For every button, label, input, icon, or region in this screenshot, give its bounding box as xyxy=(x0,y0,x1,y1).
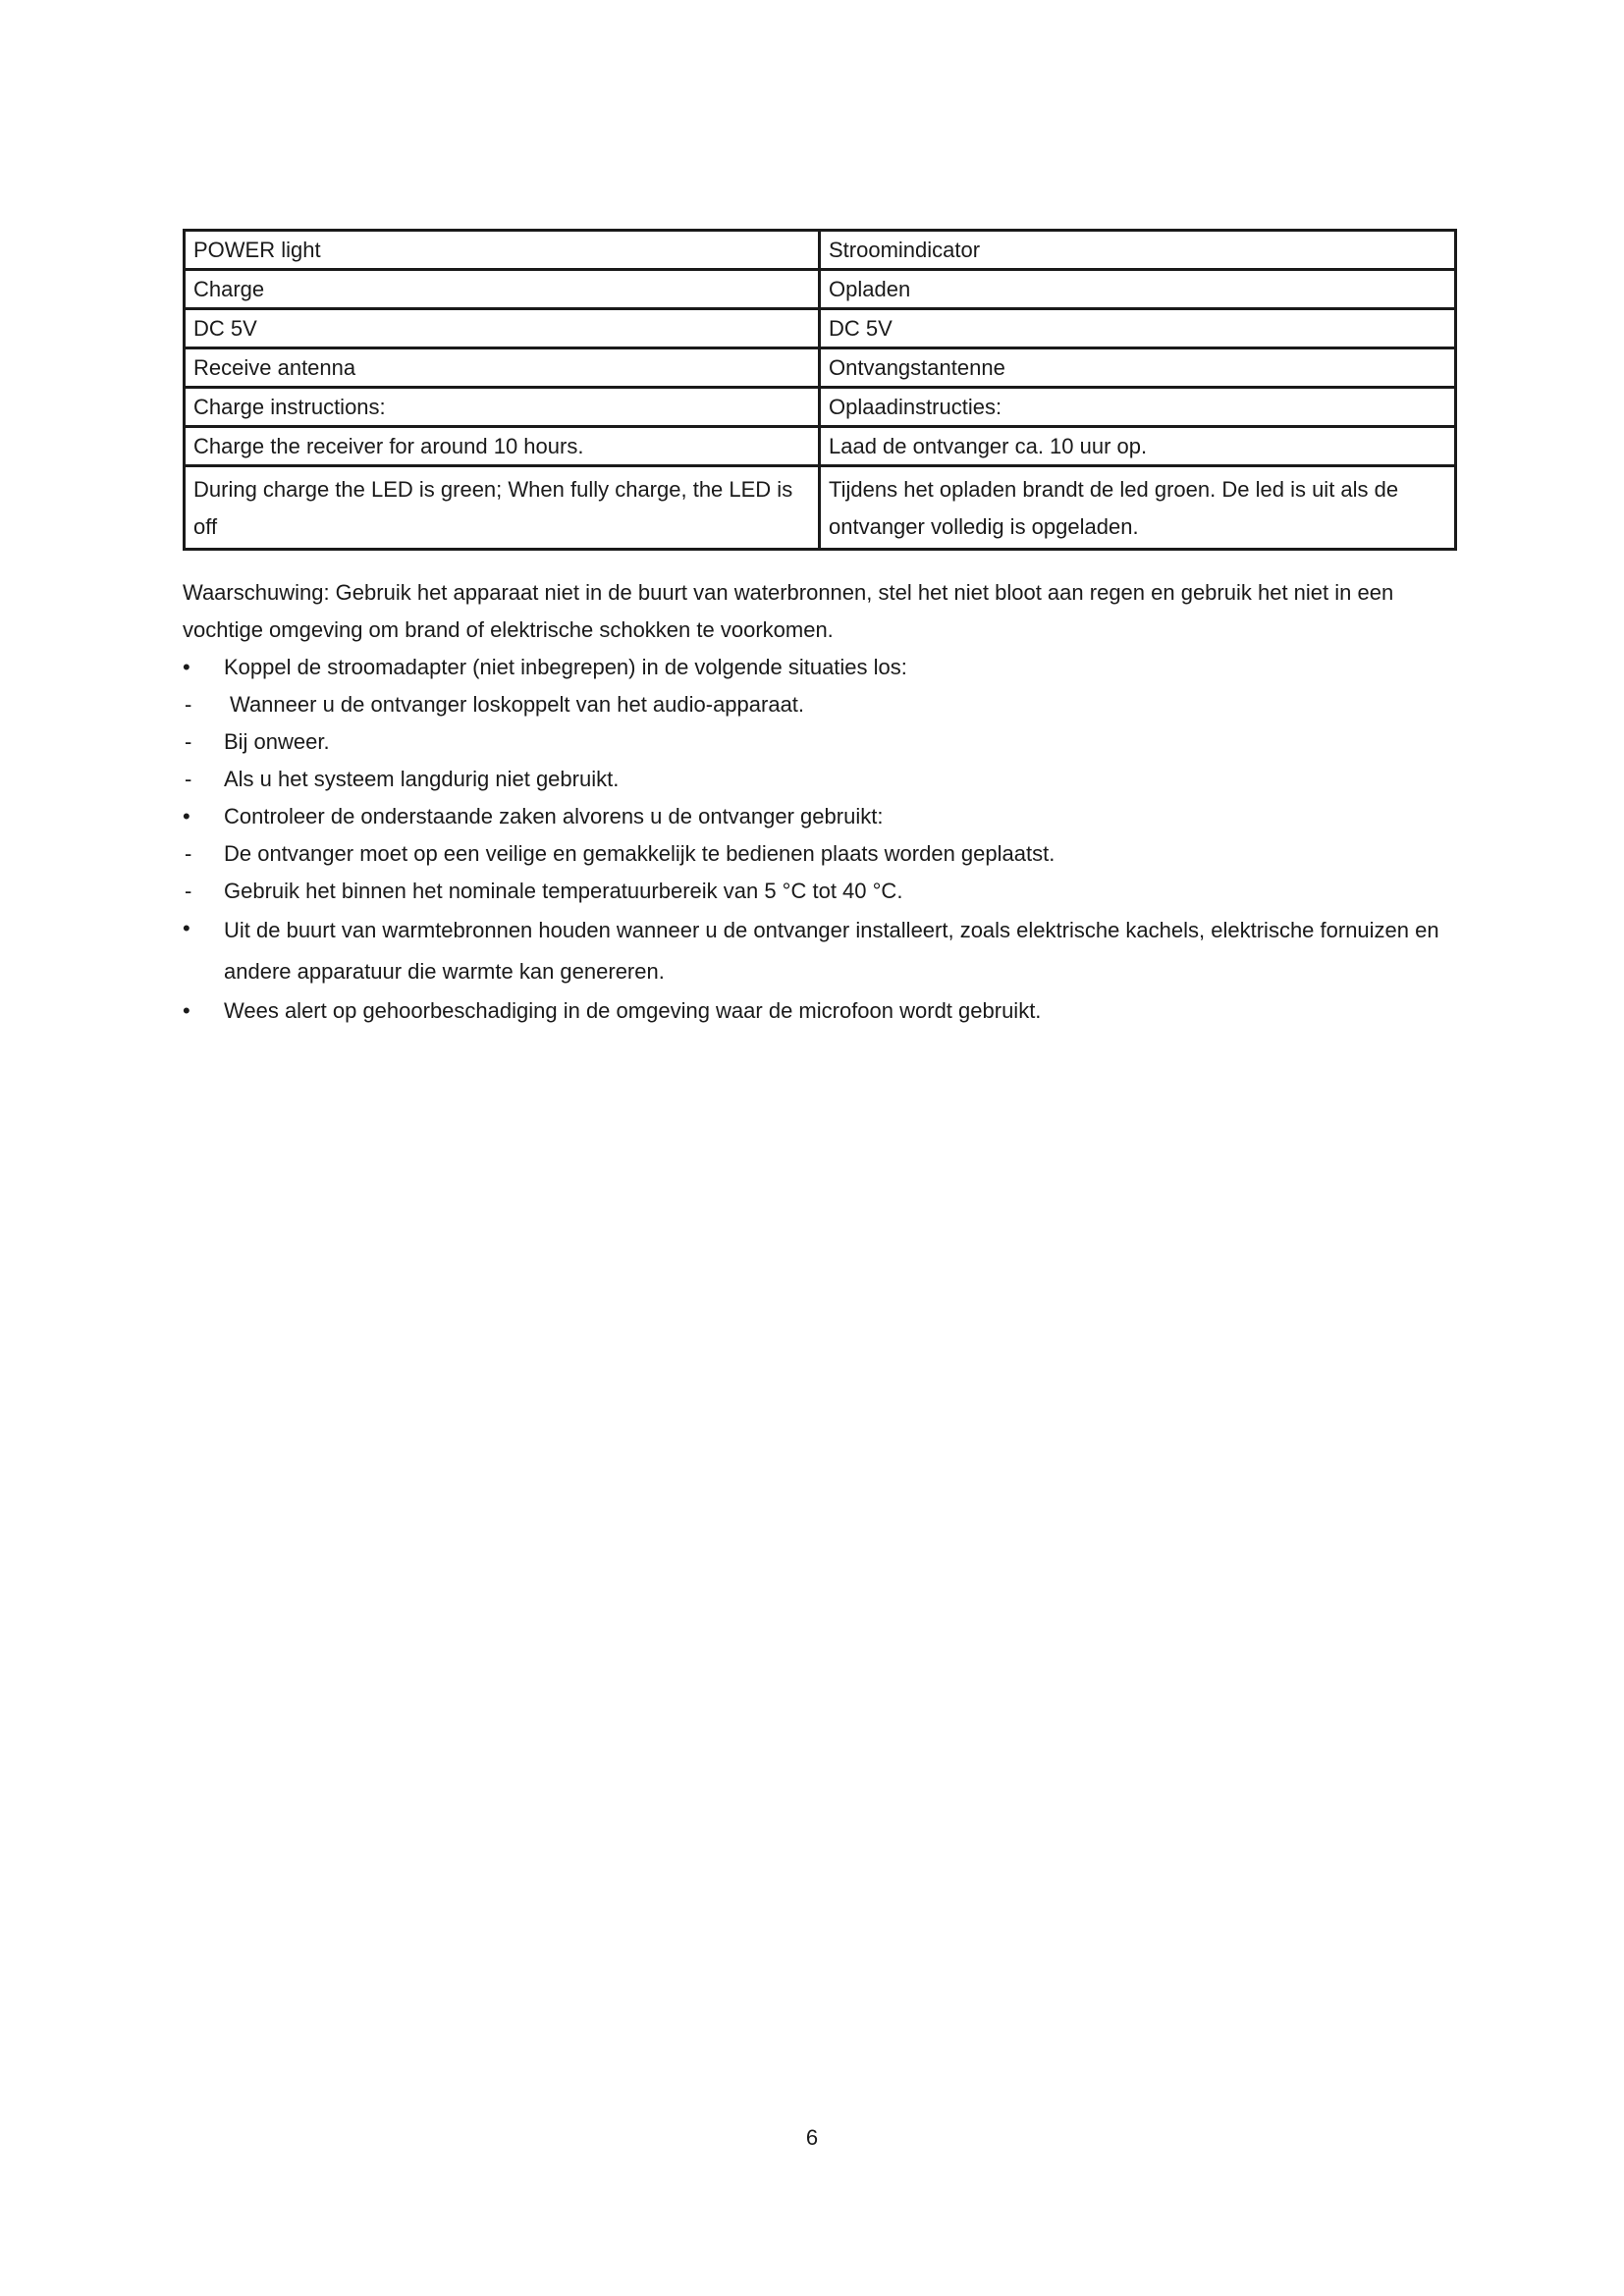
dash-marker: - xyxy=(185,767,192,791)
list-item xyxy=(183,992,1459,1030)
table-cell-nl: Laad de ontvanger ca. 10 uur op. xyxy=(820,427,1456,466)
list-item xyxy=(183,761,1459,798)
list-item-text: Bij onweer. xyxy=(224,729,330,754)
table-cell-en: DC 5V xyxy=(185,309,820,348)
list-item-text: Koppel de stroomadapter (niet inbegrepen) in de volgende situaties los: xyxy=(224,655,907,679)
table-cell-en: Charge xyxy=(185,270,820,309)
list-item-text: Uit de buurt van warmtebronnen houden wanneer u de ontvanger installeert, zoals elektrische kachels, elektrische fornuizen en andere apparatuur die warmte kan genereren. xyxy=(224,918,1439,984)
table-cell-nl: Tijdens het opladen brandt de led groen. De led is uit als de ontvanger volledig is opgeladen. xyxy=(820,466,1456,550)
table-row xyxy=(185,466,1456,550)
list-item xyxy=(183,873,1459,910)
table-cell-en: Receive antenna xyxy=(185,348,820,388)
table-row xyxy=(185,309,1456,348)
list-item xyxy=(183,649,1459,686)
table-row xyxy=(185,231,1456,270)
table-row xyxy=(185,348,1456,388)
bullet-marker: • xyxy=(183,916,190,940)
page-number: 6 xyxy=(805,2125,819,2150)
dash-marker: - xyxy=(185,841,192,866)
list-item xyxy=(183,798,1459,835)
list-item-text: Gebruik het binnen het nominale temperatuurbereik van 5 °C tot 40 °C. xyxy=(224,879,903,903)
bullet-marker: • xyxy=(183,998,190,1023)
bullet-marker: • xyxy=(183,655,190,679)
table-row xyxy=(185,427,1456,466)
table-cell-nl: Ontvangstantenne xyxy=(820,348,1456,388)
safety-section xyxy=(183,574,1459,1030)
table-cell-en: Charge instructions: xyxy=(185,388,820,427)
list-item xyxy=(183,835,1459,873)
translation-table xyxy=(183,229,1457,551)
dash-marker: - xyxy=(185,879,192,903)
table-cell-nl: Stroomindicator xyxy=(820,231,1456,270)
list-item-text: Wanneer u de ontvanger loskoppelt van het audio-apparaat. xyxy=(230,692,805,717)
table-row xyxy=(185,270,1456,309)
dash-marker: - xyxy=(185,729,192,754)
table-cell-en: POWER light xyxy=(185,231,820,270)
list-item-text: De ontvanger moet op een veilige en gemakkelijk te bedienen plaats worden geplaatst. xyxy=(224,841,1056,866)
list-item xyxy=(183,910,1459,992)
list-item xyxy=(183,686,1459,723)
table-cell-nl: Opladen xyxy=(820,270,1456,309)
table-cell-en: Charge the receiver for around 10 hours. xyxy=(185,427,820,466)
warning-paragraph: Waarschuwing: Gebruik het apparaat niet in de buurt van waterbronnen, stel het niet bloot aan regen en gebruik het niet in een vochtige omgeving om brand of elektrische schokken te voorkomen. xyxy=(183,580,1394,642)
table-row xyxy=(185,388,1456,427)
table-cell-nl: DC 5V xyxy=(820,309,1456,348)
list-item-text: Wees alert op gehoorbeschadiging in de omgeving waar de microfoon wordt gebruikt. xyxy=(224,998,1042,1023)
table-cell-en: During charge the LED is green; When fully charge, the LED is off xyxy=(185,466,820,550)
bullet-marker: • xyxy=(183,804,190,828)
dash-marker: - xyxy=(185,692,192,717)
list-item xyxy=(183,723,1459,761)
list-item-text: Controleer de onderstaande zaken alvorens u de ontvanger gebruikt: xyxy=(224,804,884,828)
list-item-text: Als u het systeem langdurig niet gebruikt. xyxy=(224,767,620,791)
table-cell-nl: Oplaadinstructies: xyxy=(820,388,1456,427)
